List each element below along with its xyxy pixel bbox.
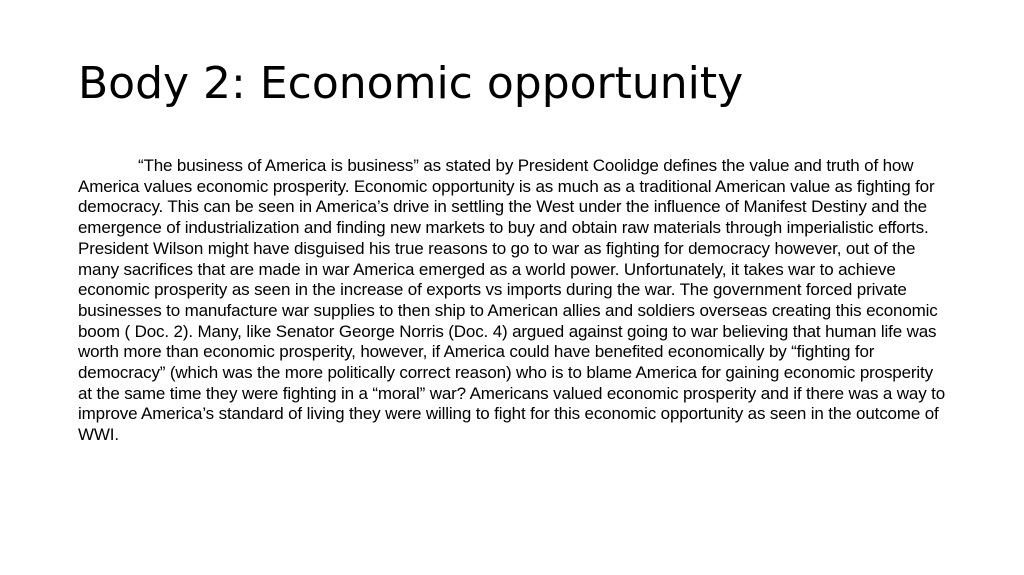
slide-title: Body 2: Economic opportunity	[78, 58, 744, 109]
slide-body-paragraph: “The business of America is business” as stated by President Coolidge defines the value and truth of how America values economic prosperity. Economic opportunity is as much as a traditional American value as fighting for democracy. This can be seen in America’s drive in settling the West under the influence of Manifest Destiny and the emergence of industrialization and finding new markets to buy and obtain raw materials through imperialistic efforts. President Wilson might have disguised his true reasons to go to war as fighting for democracy however, out of the many sacrifices that are made in war America emerged as a world power. Unfortunately, it takes war to achieve economic prosperity as seen in the increase of exports vs imports during the war. The government forced private businesses to manufacture war supplies to then ship to American allies and soldiers overseas creating this economic boom ( Doc. 2). Many, like Senator George Norris (Doc. 4) argued against going to war believing that human life was worth more than economic prosperity, however, if America could have benefited economically by “fighting for democracy” (which was the more politically correct reason) who is to blame America for gaining economic prosperity at the same time they were fighting in a “moral” war? Americans valued economic prosperity and if there was a way to improve America’s standard of living they were willing to fight for this economic opportunity as seen in the outcome of WWI.	[78, 156, 946, 445]
